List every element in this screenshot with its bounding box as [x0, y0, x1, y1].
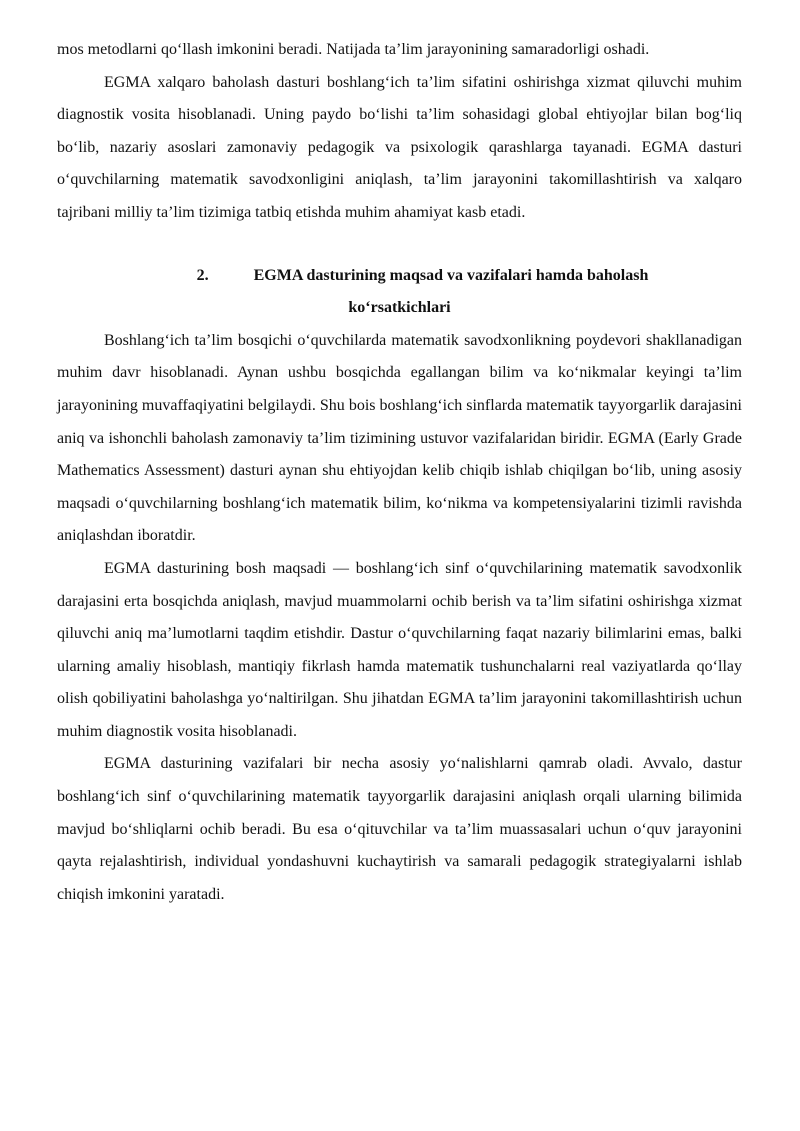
section-number: 2. [196, 266, 209, 284]
paragraph-egma-overview: EGMA xalqaro baholash dasturi boshlang‘ich ta’lim sifatini oshirishga xizmat qiluvchi muhim diagnostik vosita hisoblanadi. Uning paydo bo‘lishi ta’lim sohasidagi global ehtiyojlar bilan bog‘liq bo‘lib, nazariy asoslari zamonaviy pedagogik va psixologik qarashlarga tayanadi. EGMA dasturi o‘quvchilarning matematik savodxonligini aniqlash, ta’lim jarayonini takomillashtirish va xalqaro tajribani milliy ta’lim tizimiga tatbiq etishda muhim ahamiyat kasb etadi. [57, 73, 742, 221]
section-heading [57, 260, 742, 325]
paragraph-tasks: EGMA dasturining vazifalari bir necha asosiy yo‘nalishlarni qamrab oladi. Avvalo, dastur boshlang‘ich sinf o‘quvchilarining matematik tayyorgarlik darajasini aniqlash orqali ularning bilimida mavjud bo‘shliqlarni ochib beradi. Bu esa o‘qituvchilar va ta’lim muassasalari uchun o‘quv jarayonini qayta rejalashtirish, individual yondashuvni kuchaytirish va samarali pedagogik strategiyalarni ishlab chiqish imkonini yaratadi. [57, 755, 742, 903]
section-title-part2: ko‘rsatkichlari [348, 299, 451, 317]
paragraph-main-goal: EGMA dasturining bosh maqsadi — boshlang‘ich sinf o‘quvchilarining matematik savodxonlik darajasini erta bosqichda aniqlash, mavjud muammolarni ochib berish va ta’lim sifatini oshirishga xizmat qiluvchi aniq ma’lumotlarni taqdim etishdir. Dastur o‘quvchilarning faqat nazariy bilimlarini emas, balki ularning amaliy hisoblash, mantiqiy fikrlash hamda matematik tushunchalarni real vaziyatlarda qo‘llay olish qobiliyatini baholashga yo‘naltirilgan. Shu jihatdan EGMA ta’lim jarayonini takomillashtirish uchun muhim diagnostik vosita hisoblanadi. [57, 559, 742, 740]
section-heading-line1 [57, 260, 742, 293]
document-page [57, 34, 742, 911]
intro-paragraph-end: mos metodlarni qo‘llash imkonini beradi. Natijada ta’lim jarayonining samaradorligi oshadi. [57, 41, 650, 58]
section-title-part1: EGMA dasturining maqsad va vazifalari hamda baholash [253, 266, 649, 284]
paragraph-primary-education: Boshlang‘ich ta’lim bosqichi o‘quvchilarda matematik savodxonlikning poydevori shakllanadigan muhim davr hisoblanadi. Aynan ushbu bosqichda egallangan bilim va ko‘nikmalar keyingi ta’lim jarayonining muvaffaqiyatini belgilaydi. Shu bois boshlang‘ich sinflarda matematik tayyorgarlik darajasini aniq va ishonchli baholash zamonaviy ta’lim tizimining ustuvor vazifalaridan biridir. EGMA (Early Grade Mathematics Assessment) dasturi aynan shu ehtiyojdan kelib chiqib ishlab chiqilgan bo‘lib, uning asosiy maqsadi o‘quvchilarning boshlang‘ich matematik bilim, ko‘nikma va kompetensiyalarini tizimli ravishda aniqlashdan iboratdir. [57, 331, 742, 545]
